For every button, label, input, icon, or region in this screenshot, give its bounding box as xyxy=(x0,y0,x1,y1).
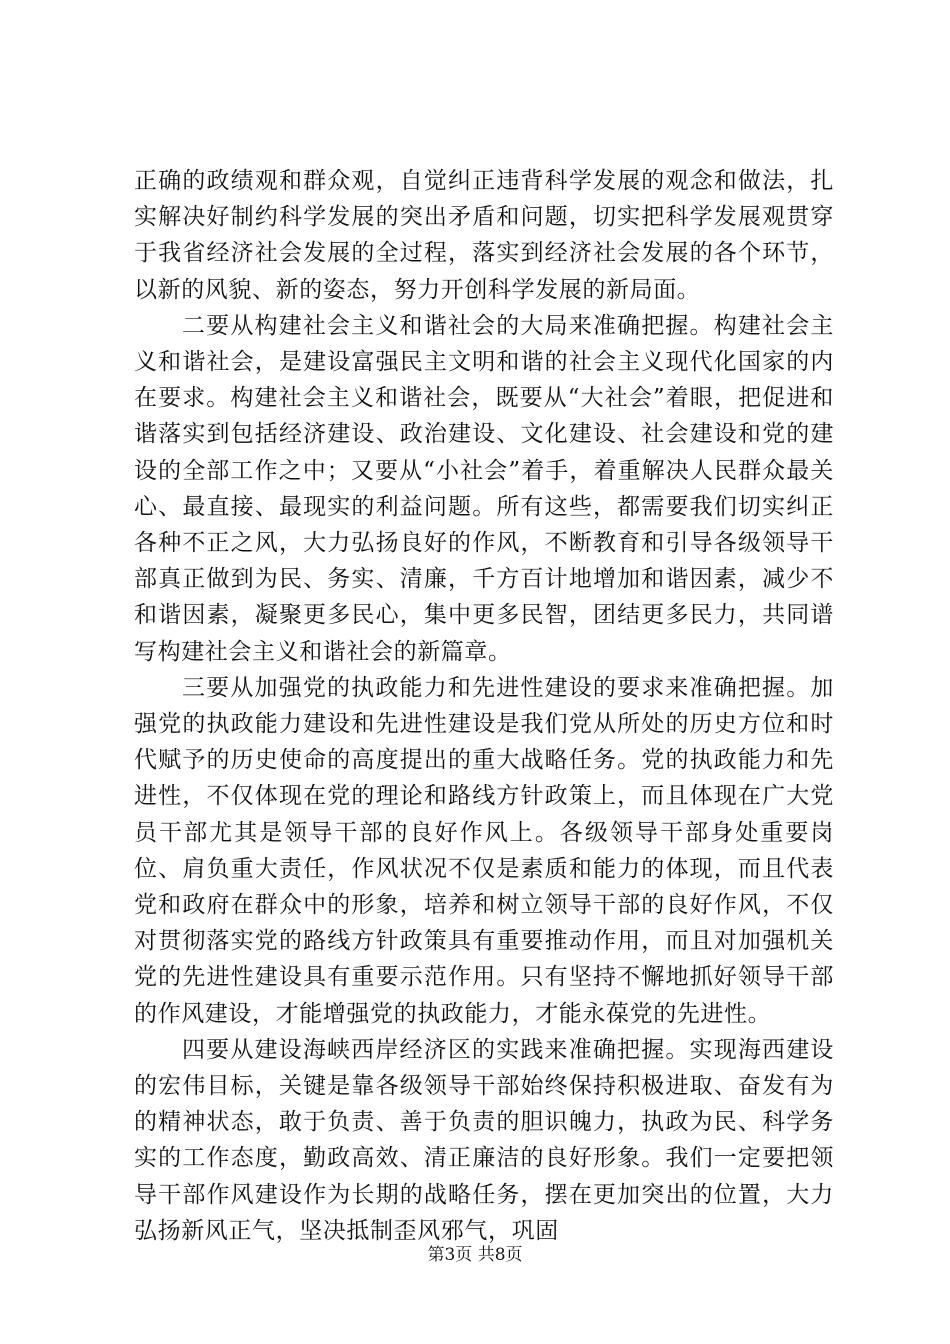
paragraph-west-strait: 四要从建设海峡西岸经济区的实践来准确把握。实现海西建设的宏伟目标，关键是靠各级领导干部始终保持积极进取、奋发有为的精神状态，敢于负责、善于负责的胆识魄力，执政为民、科学务实的工作态度，勤政高效、清正廉洁的良好形象。我们一定要把领导干部作风建设作为长期的战略任务，摆在更加突出的位置，大力弘扬新风正气，坚决抵制歪风邪气，巩固 xyxy=(134,1036,834,1244)
document-body xyxy=(134,163,834,1249)
paragraph-harmonious-society: 二要从构建社会主义和谐社会的大局来准确把握。构建社会主义和谐社会，是建设富强民主文明和谐的社会主义现代化国家的内在要求。构建社会主义和谐社会，既要从“大社会”着眼，把促进和谐落实到包括经济建设、政治建设、文化建设、社会建设和党的建设的全部工作之中；又要从“小社会”着手，着重解决人民群众最关心、最直接、最现实的利益问题。所有这些，都需要我们切实纠正各种不正之风，大力弘扬良好的作风，不断教育和引导各级领导干部真正做到为民、务实、清廉，千方百计地增加和谐因素，减少不和谐因素，凝聚更多民心，集中更多民智，团结更多民力，共同谱写构建社会主义和谐社会的新篇章。 xyxy=(134,312,834,665)
paragraph-party-capacity: 三要从加强党的执政能力和先进性建设的要求来准确把握。加强党的执政能力建设和先进性建设是我们党从所处的历史方位和时代赋予的历史使命的高度提出的重大战略任务。党的执政能力和先进性，不仅体现在党的理论和路线方针政策上，而且体现在广大党员干部尤其是领导干部的良好作风上。各级领导干部身处重要岗位、肩负重大责任，作风状况不仅是素质和能力的体现，而且代表党和政府在群众中的形象，培养和树立领导干部的良好作风，不仅对贯彻落实党的路线方针政策具有重要推动作用，而且对加强机关党的先进性建设具有重要示范作用。只有坚持不懈地抓好领导干部的作风建设，才能增强党的执政能力，才能永葆党的先进性。 xyxy=(134,674,834,1027)
paragraph-continuation: 正确的政绩观和群众观，自觉纠正违背科学发展的观念和做法，扎实解决好制约科学发展的突出矛盾和问题，切实把科学发展观贯穿于我省经济社会发展的全过程，落实到经济社会发展的各个环节，以新的风貌、新的姿态，努力开创科学发展的新局面。 xyxy=(134,168,834,303)
page-number-footer: 第3页 共8页 xyxy=(427,1245,523,1265)
